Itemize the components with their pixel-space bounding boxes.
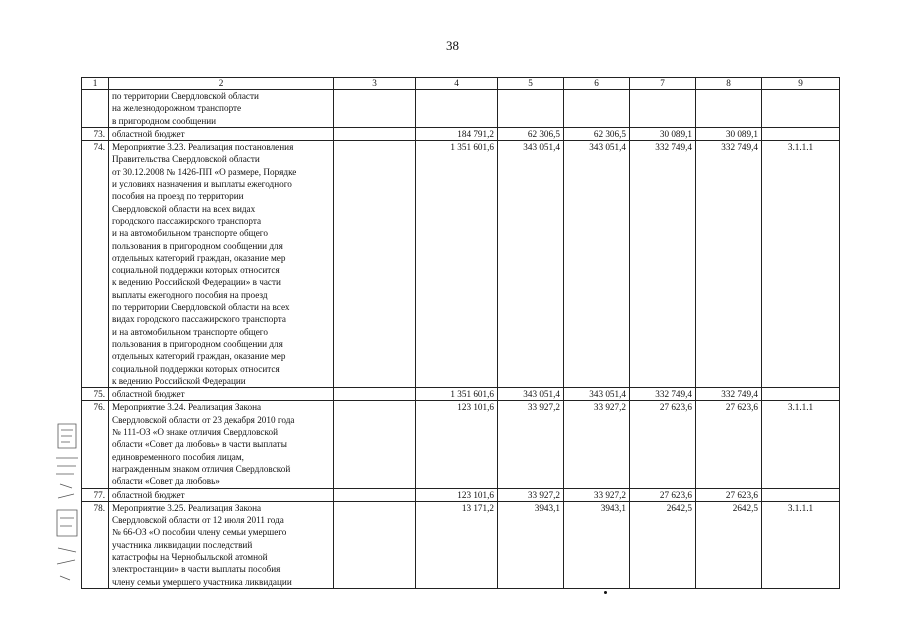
cell-target-code [762,127,840,140]
header-cell-7: 7 [630,78,696,90]
row-number: 74. [82,141,109,388]
row-number [82,90,109,128]
description-line: единовременного пособия лицам, [112,451,244,462]
row-description [109,501,334,588]
cell-col-6: 33 927,2 [564,488,630,501]
description-line: участника ликвидации последствий [112,539,253,550]
cell-col-7: 332 749,4 [630,388,696,401]
cell-col-6: 343 051,4 [564,141,630,388]
description-line: от 30.12.2008 № 1426-ПП «О размере, Порядке [112,166,297,177]
description-line: пользования в пригородном сообщении для [112,240,283,251]
scan-dot [604,591,607,594]
table-row [82,388,840,401]
description-line: городского пассажирского транспорта [112,215,262,226]
description-line: Правительства Свердловской области [112,154,260,165]
description-line: № 66-ОЗ «О пособии члену семьи умершего [112,527,287,538]
header-cell-5: 5 [498,78,564,90]
cell-col-8 [696,90,762,128]
description-line: отдельных категорий граждан, оказание мер [112,351,286,362]
table-row [82,141,840,388]
cell-col-7 [630,90,696,128]
description-line: областной бюджет [112,128,185,139]
cell-col-8: 27 623,6 [696,488,762,501]
cell-col-8: 27 623,6 [696,401,762,488]
cell-target-code [762,90,840,128]
header-row [82,78,840,90]
cell-col-7: 30 089,1 [630,127,696,140]
description-line: к ведению Российской Федерации [112,375,246,386]
description-line: Мероприятие 3.24. Реализация Закона [112,402,262,413]
description-line: к ведению Российской Федерации» в части [112,277,281,288]
cell-total: 13 171,2 [416,501,498,588]
cell-target-code [762,388,840,401]
description-line: члену семьи умершего участника ликвидации [112,576,292,587]
row-description [109,127,334,140]
description-line: областной бюджет [112,389,185,400]
description-line: пользования в пригородном сообщении для [112,338,283,349]
cell-total: 1 351 601,6 [416,388,498,401]
header-cell-3: 3 [334,78,416,90]
description-line: Свердловской области на всех видах [112,203,256,214]
description-line: по территории Свердловской области на всех [112,302,290,313]
description-line: награжденным знаком отличия Свердловской [112,463,291,474]
table-body [82,78,840,589]
cell-col-5: 3943,1 [498,501,564,588]
description-line: на железнодорожном транспорте [112,103,242,114]
cell-col-3 [334,141,416,388]
cell-total: 184 791,2 [416,127,498,140]
header-cell-8: 8 [696,78,762,90]
cell-col-5: 343 051,4 [498,388,564,401]
description-line: и условиях назначения и выплаты ежегодного [112,179,292,190]
cell-col-5: 33 927,2 [498,488,564,501]
cell-col-8: 2642,5 [696,501,762,588]
table-row [82,127,840,140]
cell-col-3 [334,488,416,501]
table-row [82,401,840,488]
cell-col-3 [334,388,416,401]
cell-col-3 [334,501,416,588]
table-row [82,90,840,128]
header-cell-2: 2 [109,78,334,90]
description-line: электростанции» в части выплаты пособия [112,564,281,575]
cell-col-3 [334,127,416,140]
description-line: Мероприятие 3.23. Реализация постановления [112,142,294,153]
row-description [109,488,334,501]
description-line: видах городского пассажирского транспорта [112,314,287,325]
description-line: выплаты ежегодного пособия на проезд [112,289,268,300]
cell-col-8: 332 749,4 [696,141,762,388]
description-line: Свердловской области от 12 июля 2011 года [112,515,284,526]
description-line: и на автомобильном транспорте общего [112,228,268,239]
description-line: № 111-ОЗ «О знаке отличия Свердловской [112,427,279,438]
header-cell-6: 6 [564,78,630,90]
description-line: Свердловской области от 23 декабря 2010 года [112,414,295,425]
description-line: катастрофы на Чернобыльской атомной [112,551,268,562]
cell-col-6: 3943,1 [564,501,630,588]
cell-col-3 [334,90,416,128]
cell-target-code: 3.1.1.1 [762,401,840,488]
row-number: 78. [82,501,109,588]
cell-col-8: 332 749,4 [696,388,762,401]
cell-col-6: 33 927,2 [564,401,630,488]
description-line: и на автомобильном транспорте общего [112,326,268,337]
cell-col-5: 343 051,4 [498,141,564,388]
description-line: отдельных категорий граждан, оказание мер [112,252,286,263]
cell-col-6: 343 051,4 [564,388,630,401]
cell-col-3 [334,401,416,488]
description-line: социальной поддержки которых относится [112,363,280,374]
cell-col-7: 27 623,6 [630,488,696,501]
description-line: социальной поддержки которых относится [112,265,280,276]
row-number: 77. [82,488,109,501]
cell-col-7: 27 623,6 [630,401,696,488]
description-line: по территории Свердловской области [112,91,259,101]
header-cell-4: 4 [416,78,498,90]
row-description [109,90,334,128]
row-number: 76. [82,401,109,488]
cell-target-code: 3.1.1.1 [762,501,840,588]
cell-total: 123 101,6 [416,488,498,501]
cell-col-7: 2642,5 [630,501,696,588]
row-description [109,401,334,488]
table-row [82,488,840,501]
cell-col-8: 30 089,1 [696,127,762,140]
description-line: областной бюджет [112,489,185,500]
header-cell-1: 1 [82,78,109,90]
cell-target-code: 3.1.1.1 [762,141,840,388]
stamp-mark-icon [52,418,82,588]
header-cell-9: 9 [762,78,840,90]
cell-col-6: 62 306,5 [564,127,630,140]
description-line: Мероприятие 3.25. Реализация Закона [112,502,262,513]
budget-table [81,77,840,589]
cell-total: 1 351 601,6 [416,141,498,388]
description-line: в пригородном сообщении [112,115,217,126]
description-line: области «Совет да любовь» [112,476,220,487]
row-number: 73. [82,127,109,140]
description-line: пособия на проезд по территории [112,191,244,202]
row-description [109,388,334,401]
cell-total [416,90,498,128]
description-line: области «Совет да любовь» в части выплаты [112,439,287,450]
row-number: 75. [82,388,109,401]
cell-col-7: 332 749,4 [630,141,696,388]
table-row [82,501,840,588]
cell-col-5 [498,90,564,128]
cell-total: 123 101,6 [416,401,498,488]
row-description [109,141,334,388]
cell-col-5: 33 927,2 [498,401,564,488]
page-number: 38 [446,38,459,53]
cell-col-5: 62 306,5 [498,127,564,140]
cell-col-6 [564,90,630,128]
cell-target-code [762,488,840,501]
